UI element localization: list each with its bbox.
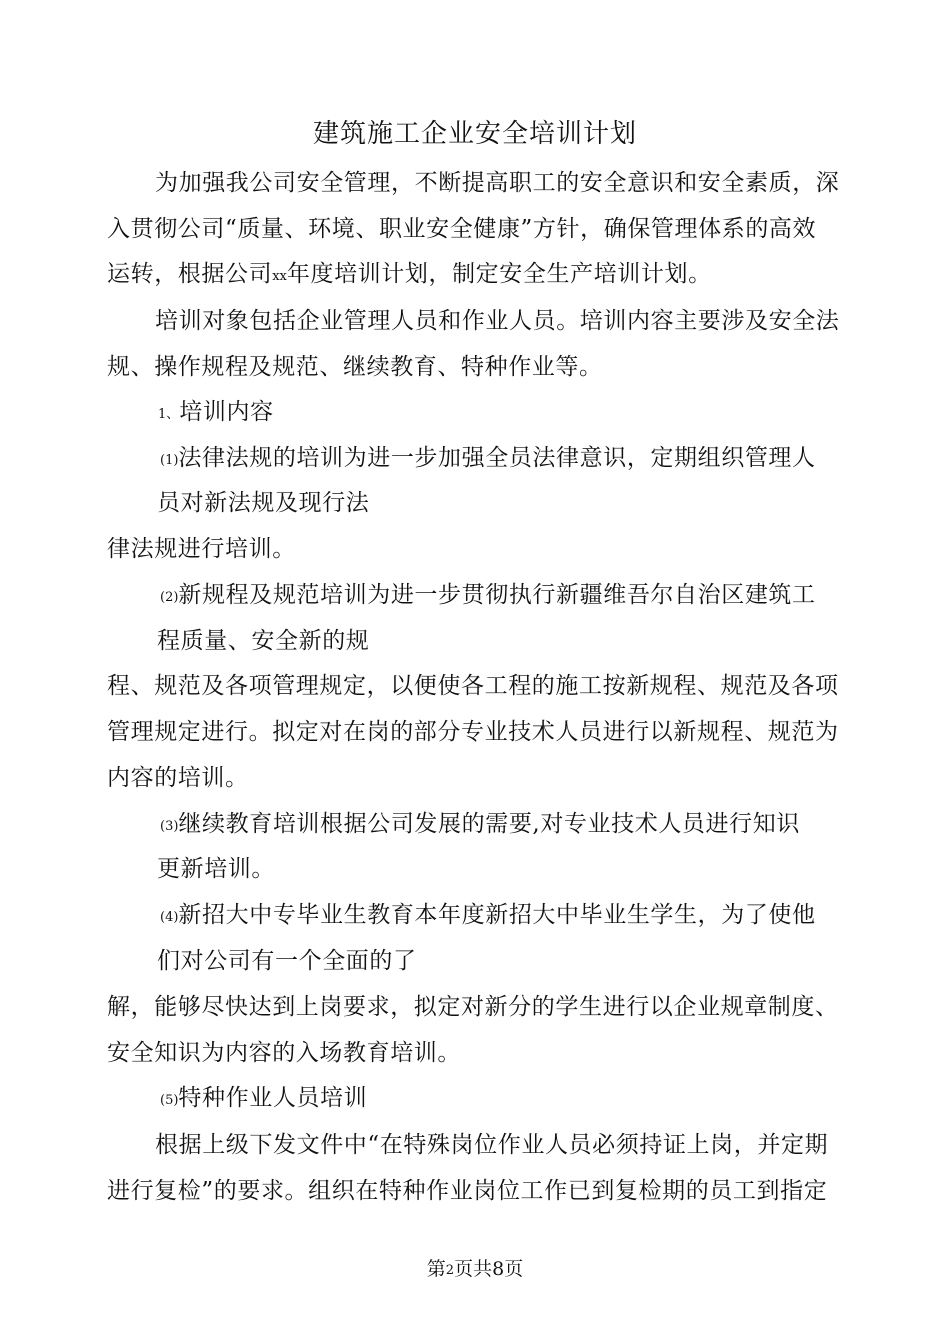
item-5-line	[160, 1083, 367, 1116]
item-4-line-2: 们对公司有一个全面的了	[157, 948, 417, 974]
footer-middle: 页共	[454, 1258, 493, 1280]
item-1-line-3: 律法规进行培训。	[107, 536, 296, 562]
section-1-label: 培训内容	[179, 399, 274, 425]
total-pages-number: 8	[492, 1258, 505, 1280]
item-2-line-4: 管理规定进行。拟定对在岗的部分专业技术人员进行以新规程、规范为	[107, 719, 839, 745]
item-4-number: (4)	[160, 910, 179, 925]
item-2-line-2: 程质量、安全新的规	[157, 628, 370, 654]
item-2-line-3: 程、规范及各项管理规定，以便使各工程的施工按新规程、规范及各项	[107, 673, 839, 699]
item-3-number: (3)	[160, 819, 179, 834]
item-3-line-1-text: 继续教育培训根据公司发展的需要,对专业技术人员进行知识	[178, 811, 800, 837]
paragraph-1-line-3	[107, 259, 712, 292]
item-2-line-1-text: 新规程及规范培训为进一步贯彻执行新疆维吾尔自治区建筑工	[178, 582, 816, 608]
item-1-line-1	[160, 443, 816, 476]
item-4-line-1	[160, 900, 816, 933]
section-1-heading	[158, 397, 274, 430]
item-1-number: (1)	[160, 453, 179, 468]
year-placeholder: xx	[272, 269, 287, 284]
item-2-number: (2)	[160, 590, 179, 605]
item-2-line-1	[160, 580, 816, 613]
item-5-label: 特种作业人员培训	[178, 1085, 368, 1111]
document-title: 建筑施工企业安全培训计划	[312, 119, 637, 149]
page-footer	[0, 1257, 950, 1283]
item-1-line-1-text: 法律法规的培训为进一步加强全员法律意识，定期组织管理人	[178, 445, 816, 471]
footer-prefix: 第	[426, 1258, 446, 1280]
paragraph-3-line-1: 根据上级下发文件中“在特殊岗位作业人员必须持证上岗，并定期	[155, 1132, 829, 1158]
item-1-line-2: 员对新法规及现行法	[157, 490, 370, 516]
paragraph-2-line-1: 培训对象包括企业管理人员和作业人员。培训内容主要涉及安全法	[155, 308, 840, 334]
item-4-line-1-text: 新招大中专毕业生教育本年度新招大中毕业生学生，为了使他	[178, 902, 816, 928]
paragraph-3-line-2: 进行复检”的要求。组织在特种作业岗位工作已到复检期的员工到指定	[107, 1178, 828, 1204]
item-3-line-2: 更新培训。	[157, 856, 275, 882]
footer-suffix: 页	[504, 1258, 524, 1280]
item-2-line-5: 内容的培训。	[107, 765, 249, 791]
current-page-number: 2	[445, 1263, 455, 1278]
paragraph-1-line-1: 为加强我公司安全管理，不断提高职工的安全意识和安全素质，深	[155, 170, 840, 196]
paragraph-1-line-2: 入贯彻公司“质量、环境、职业安全健康”方针，确保管理体系的高效	[107, 216, 817, 242]
item-4-line-4: 安全知识为内容的入场教育培训。	[107, 1040, 461, 1066]
item-4-line-3: 解，能够尽快达到上岗要求，拟定对新分的学生进行以企业规章制度、	[107, 994, 839, 1020]
item-3-line-1	[160, 809, 800, 842]
section-1-number: 1、	[158, 407, 180, 422]
paragraph-1-line-3-part-a: 运转，根据公司	[107, 261, 273, 287]
paragraph-2-line-2: 规、操作规程及规范、继续教育、特种作业等。	[107, 354, 603, 380]
paragraph-1-line-3-part-b: 年度培训计划，制定安全生产培训计划。	[286, 261, 712, 287]
item-5-number: (5)	[160, 1093, 179, 1108]
